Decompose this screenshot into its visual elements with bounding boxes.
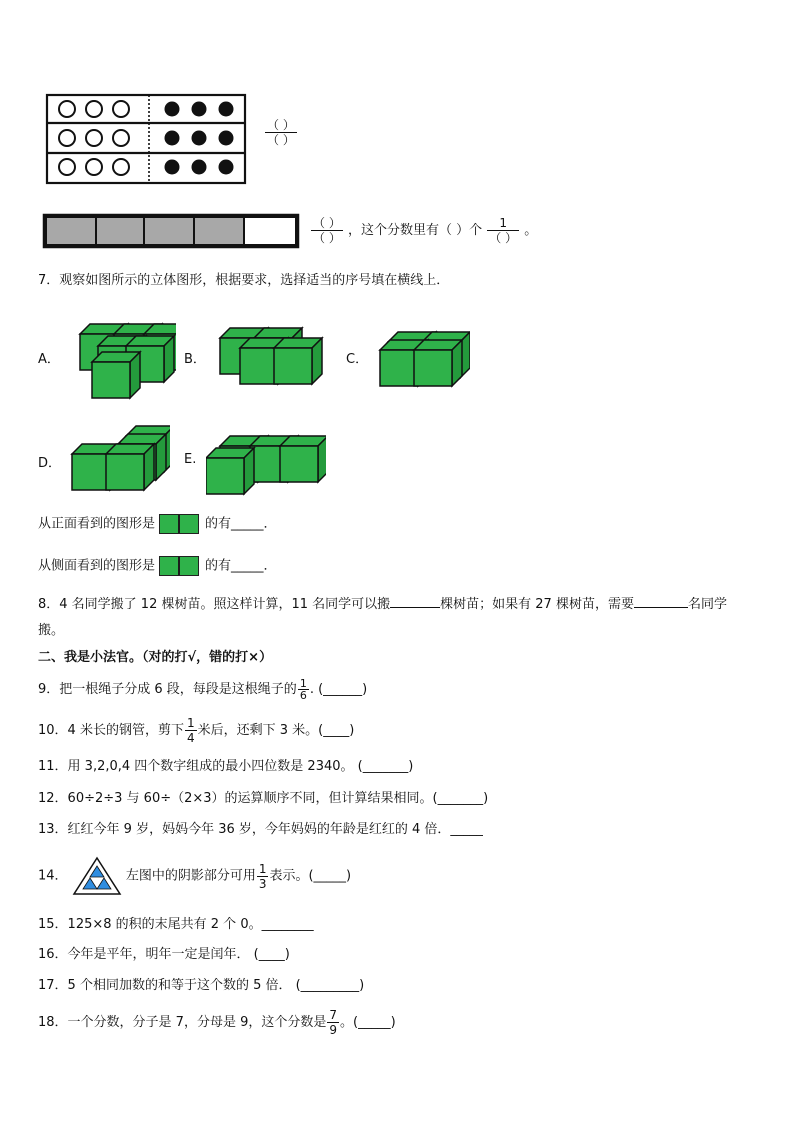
question-12: 12．60÷2÷3 与 60÷（2×3）的运算顺序不同，但计算结果相同。(_______)	[38, 791, 489, 806]
question-17: 17．5 个相同加数的和等于这个数的 5 倍． (_________)	[38, 978, 365, 993]
dot-grid-frame	[47, 95, 245, 183]
answer-blank[interactable]	[390, 593, 440, 608]
question-13: 13．红红今年 9 岁，妈妈今年 36 岁，今年妈妈的年龄是红红的 4 倍．_____	[38, 822, 483, 837]
unit-fraction[interactable]: $\frac{1}{( )}$	[489, 216, 518, 245]
solid-figure-b[interactable]	[218, 326, 324, 388]
option-b-label: B．	[184, 352, 206, 367]
answer-blank[interactable]	[634, 593, 688, 608]
question-16: 16．今年是平年，明年一定是闰年． (____)	[38, 947, 290, 962]
fraction: $\frac{1}{4}$	[186, 716, 195, 745]
two-squares-icon	[159, 514, 199, 534]
side-view-question: 从侧面看到的图形是 的有_____．	[38, 556, 277, 576]
question-15: 15．125×8 的积的末尾共有 2 个 0。________	[38, 917, 314, 932]
question-8: 8．4 名同学搬了 12 棵树苗。照这样计算，11 名同学可以搬 棵树苗；如果有 27 棵树苗，需要 名同学	[38, 593, 727, 614]
two-squares-icon	[159, 556, 199, 576]
shaded-segments	[46, 217, 244, 245]
shaded-triangle-icon	[72, 856, 122, 896]
question-8-cont: 搬。	[38, 623, 65, 638]
question-14: 14． 左图中的阴影部分可用 $\frac{1}{3}$ 表示。(_____)	[38, 856, 351, 897]
option-d-label: D．	[38, 456, 62, 471]
open-circles	[59, 101, 129, 175]
question-10: 10．4 米长的钢管，剪下 $\frac{1}{4}$ 米后，还剩下 3 米。(____)	[38, 716, 355, 745]
question-11: 11．用 3,2,0,4 四个数字组成的最小四位数是 2340。 (_______)	[38, 759, 414, 774]
solid-figure-c[interactable]	[378, 330, 470, 390]
option-a-label: A．	[38, 352, 60, 367]
option-c-label: C．	[346, 352, 369, 367]
bar-text: ，这个分数里有（ ）个	[347, 223, 483, 238]
segment-bar-figure	[42, 212, 302, 250]
dot-grid-figure	[44, 92, 249, 186]
bar-fraction-blank[interactable]: $\frac{( )}{( )}$	[313, 216, 341, 245]
section-2-title: 二、我是小法官。（对的打√，错的打×）	[38, 650, 273, 665]
fraction: $\frac{1}{6}$	[299, 677, 307, 702]
solid-figure-e[interactable]	[206, 434, 326, 496]
front-view-question: 从正面看到的图形是 的有_____．	[38, 514, 277, 534]
bar-question-line: $\frac{( )}{( )}$ ，这个分数里有（ ）个 $\frac{1}{( )}$ 。	[313, 216, 538, 245]
solid-figure-d[interactable]	[70, 424, 170, 494]
dot-fraction-blank[interactable]: （ ） （ ）	[267, 118, 295, 147]
question-9: 9．把一根绳子分成 6 段，每段是这根绳子的 $\frac{1}{6}$ . (______)	[38, 677, 368, 702]
solid-figure-a[interactable]	[76, 320, 176, 402]
question-7: 7．观察如图所示的立体图形，根据要求，选择适当的序号填在横线上．	[38, 273, 450, 288]
fraction: $\frac{1}{3}$	[258, 861, 267, 891]
fraction: $\frac{7}{9}$	[329, 1008, 337, 1037]
filled-circles	[165, 102, 234, 175]
option-e-label: E.	[184, 452, 197, 467]
question-18: 18．一个分数，分子是 7，分母是 9，这个分数是 $\frac{7}{9}$ 。(_____)	[38, 1008, 396, 1037]
